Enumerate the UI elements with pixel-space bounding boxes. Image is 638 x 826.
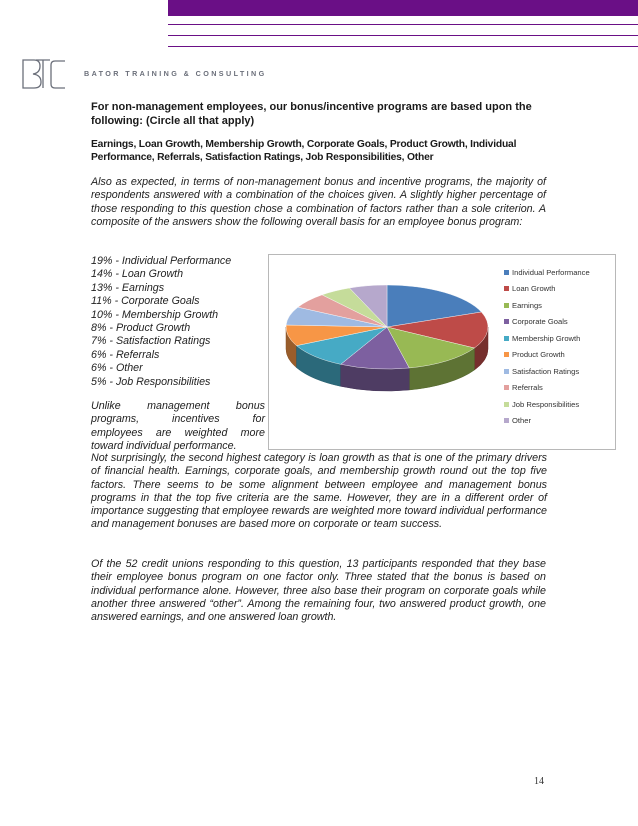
survey-question: For non-management employees, our bonus/incentive programs are based upon the following: (Circle all that apply) bbox=[91, 101, 532, 127]
paragraph-comparison-narrow bbox=[91, 400, 265, 453]
legend-item bbox=[504, 380, 612, 397]
company-logo-icon bbox=[20, 58, 66, 90]
percent-list-item: 6% - Other bbox=[91, 362, 143, 375]
legend-item bbox=[504, 264, 612, 281]
legend-item bbox=[504, 347, 612, 364]
company-name: BATOR TRAINING & CONSULTING bbox=[84, 69, 267, 78]
legend-swatch bbox=[504, 270, 509, 275]
legend-label: Other bbox=[512, 416, 531, 426]
legend-swatch bbox=[504, 418, 509, 423]
legend-label: Loan Growth bbox=[512, 284, 556, 294]
legend-item bbox=[504, 413, 612, 430]
legend-label: Job Responsibilities bbox=[512, 399, 580, 409]
legend-label: Satisfaction Ratings bbox=[512, 366, 580, 376]
header-accent-bar bbox=[168, 0, 638, 16]
legend-item bbox=[504, 314, 612, 331]
paragraph-line: Unlike management bonus bbox=[91, 400, 265, 412]
percent-list-item: 6% - Referrals bbox=[91, 348, 160, 361]
header-rule bbox=[168, 46, 638, 47]
percent-list bbox=[91, 255, 261, 389]
pie-chart bbox=[268, 254, 616, 450]
legend-swatch bbox=[504, 336, 509, 341]
legend-item bbox=[504, 297, 612, 314]
legend-label: Referrals bbox=[512, 383, 543, 393]
legend-swatch bbox=[504, 319, 509, 324]
legend-swatch bbox=[504, 385, 509, 390]
legend-swatch bbox=[504, 369, 509, 374]
paragraph-line: toward individual performance. bbox=[91, 439, 237, 452]
legend-item bbox=[504, 396, 612, 413]
percent-list-item: 11% - Corporate Goals bbox=[91, 295, 200, 308]
legend-item bbox=[504, 363, 612, 380]
legend-label: Corporate Goals bbox=[512, 317, 568, 327]
legend-swatch bbox=[504, 303, 509, 308]
percent-list-item: 8% - Product Growth bbox=[91, 322, 191, 335]
paragraph-intro: Also as expected, in terms of non-management bonus and incentive programs, the majority of respondents answered with a combination of the choices given. A slightly higher percentage of those responding to this question chose a combination of factors rather than a sole criterion. A composite of the answers show the following overall basis for an employee bonus program: bbox=[91, 176, 546, 228]
paragraph-line: programs, incentives for bbox=[91, 413, 265, 426]
paragraph-analysis: Not surprisingly, the second highest category is loan growth as that is one of the primary drivers of financial health. Earnings, corporate goals, and membership growth round out the top five factors. There seems to be some alignment between employee and management bonus programs in that the top five criteria are the same. However, they are in a different order of importance suggesting that employee rewards are weighted more toward individual performance and management bonuses are based more on corporate or team success. bbox=[91, 452, 547, 531]
paragraph-line: employees are weighted more bbox=[91, 426, 265, 439]
percent-list-item: 7% - Satisfaction Ratings bbox=[91, 335, 211, 348]
header-rule bbox=[168, 24, 638, 25]
legend-swatch bbox=[504, 352, 509, 357]
percent-list-item: 13% - Earnings bbox=[91, 281, 165, 294]
answer-options: Earnings, Loan Growth, Membership Growth, Corporate Goals, Product Growth, Individual Performance, Referrals, Satisfaction Ratings, Job Responsibilities, Other bbox=[91, 139, 517, 163]
header-rule bbox=[168, 35, 638, 36]
legend-label: Membership Growth bbox=[512, 333, 581, 343]
legend-label: Individual Performance bbox=[512, 267, 590, 277]
percent-list-item: 14% - Loan Growth bbox=[91, 268, 184, 281]
paragraph-detail: Of the 52 credit unions responding to this question, 13 participants responded that they base their employee bonus program on one factor only. Three stated that the bonus is based on individual performance alone. However, three also base their program on corporate goals while another three answered “other”. Among the remaining four, two answered product growth, one answered earnings, and one answered loan growth. bbox=[91, 558, 546, 624]
chart-legend bbox=[504, 264, 612, 429]
percent-list-item: 10% - Membership Growth bbox=[91, 308, 219, 321]
legend-swatch bbox=[504, 286, 509, 291]
legend-swatch bbox=[504, 402, 509, 407]
legend-label: Product Growth bbox=[512, 350, 565, 360]
legend-item bbox=[504, 330, 612, 347]
percent-list-item: 19% - Individual Performance bbox=[91, 255, 232, 267]
percent-list-item: 5% - Job Responsibilities bbox=[91, 375, 211, 388]
page-number: 14 bbox=[534, 776, 544, 787]
legend-label: Earnings bbox=[512, 300, 542, 310]
legend-item bbox=[504, 281, 612, 298]
